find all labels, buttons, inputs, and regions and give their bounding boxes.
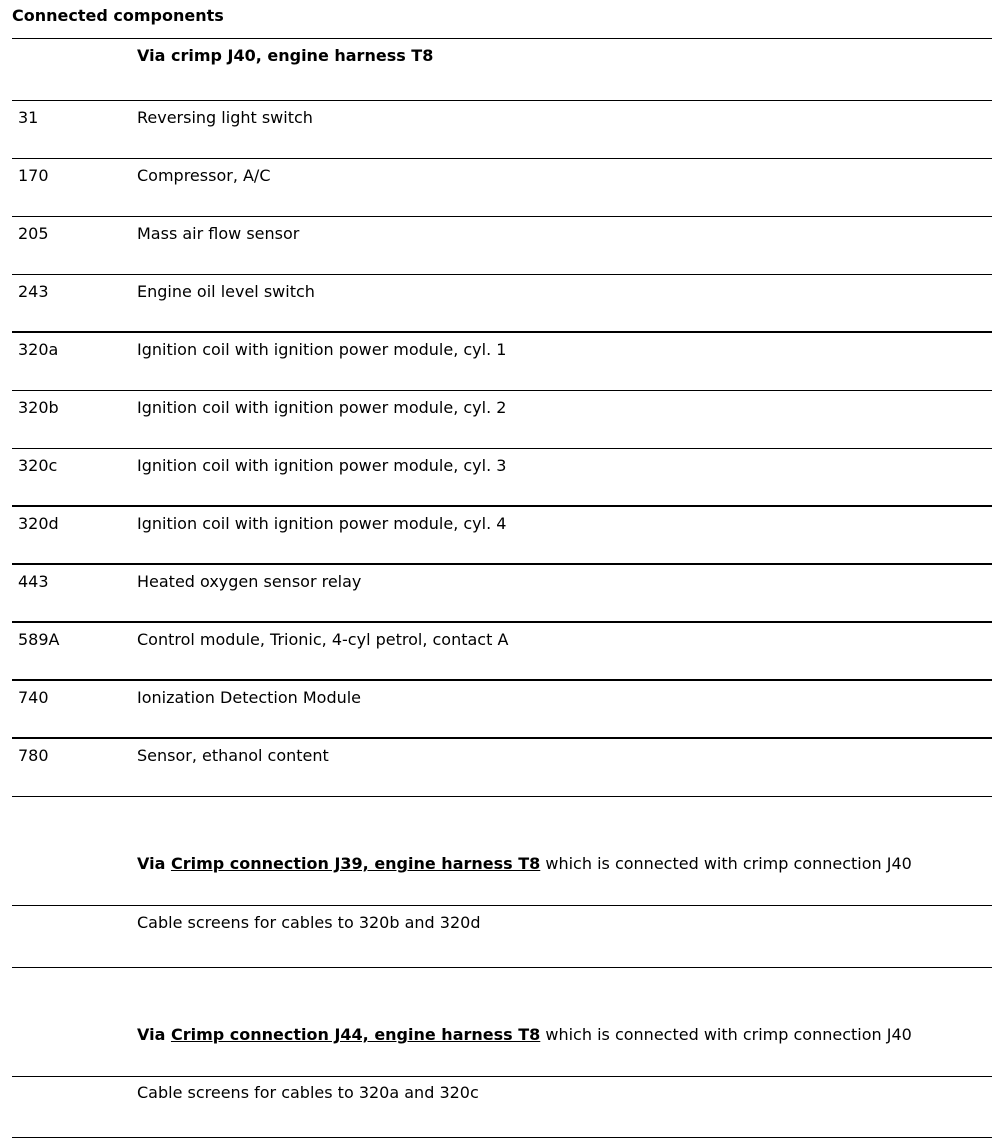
component-code: 170 [18, 166, 49, 185]
component-description: Ignition coil with ignition power module, cyl. 4 [137, 514, 507, 533]
row-divider [12, 390, 992, 391]
component-description: Engine oil level switch [137, 282, 315, 301]
via-suffix: which is connected with crimp connection J40 [540, 1025, 912, 1044]
row-divider [12, 621, 992, 623]
component-description: Reversing light switch [137, 108, 313, 127]
component-code: 780 [18, 746, 49, 765]
row-divider [12, 158, 992, 159]
cable-screens-description: Cable screens for cables to 320a and 320c [137, 1083, 479, 1102]
component-description: Compressor, A/C [137, 166, 271, 185]
via-prefix: Via [137, 1025, 171, 1044]
component-code: 320a [18, 340, 59, 359]
via-prefix: Via [137, 854, 171, 873]
row-divider [12, 796, 992, 797]
divider [12, 967, 992, 968]
component-description: Ignition coil with ignition power module, cyl. 3 [137, 456, 507, 475]
divider [12, 1076, 992, 1077]
row-divider [12, 216, 992, 217]
divider [12, 1137, 992, 1138]
divider [12, 905, 992, 906]
component-code: 320d [18, 514, 59, 533]
component-code: 320c [18, 456, 58, 475]
component-description: Ignition coil with ignition power module, cyl. 1 [137, 340, 507, 359]
component-description: Sensor, ethanol content [137, 746, 329, 765]
component-description: Ionization Detection Module [137, 688, 362, 707]
component-description: Ignition coil with ignition power module, cyl. 2 [137, 398, 507, 417]
component-code: 740 [18, 688, 49, 707]
page-heading: Connected components [12, 6, 224, 25]
divider [12, 100, 992, 101]
component-description: Heated oxygen sensor relay [137, 572, 362, 591]
component-code: 589A [18, 630, 60, 649]
section-via-line [137, 854, 912, 874]
section-via-line [137, 1025, 912, 1045]
cable-screens-description: Cable screens for cables to 320b and 320d [137, 913, 481, 932]
row-divider [12, 274, 992, 275]
component-code: 31 [18, 108, 39, 127]
section-via-label: Via crimp J40, engine harness T8 [137, 46, 434, 65]
row-divider [12, 679, 992, 681]
component-code: 205 [18, 224, 49, 243]
row-divider [12, 505, 992, 507]
component-code: 320b [18, 398, 59, 417]
row-divider [12, 563, 992, 565]
crimp-j39-link[interactable]: Crimp connection J39, engine harness T8 [170, 854, 541, 873]
component-code: 243 [18, 282, 49, 301]
row-divider [12, 448, 992, 449]
row-divider [12, 331, 992, 333]
row-divider [12, 737, 992, 739]
via-suffix: which is connected with crimp connection J40 [540, 854, 912, 873]
divider [12, 38, 992, 39]
component-code: 443 [18, 572, 49, 591]
component-description: Mass air flow sensor [137, 224, 300, 243]
crimp-j44-link[interactable]: Crimp connection J44, engine harness T8 [170, 1025, 541, 1044]
component-description: Control module, Trionic, 4-cyl petrol, contact A [137, 630, 509, 649]
